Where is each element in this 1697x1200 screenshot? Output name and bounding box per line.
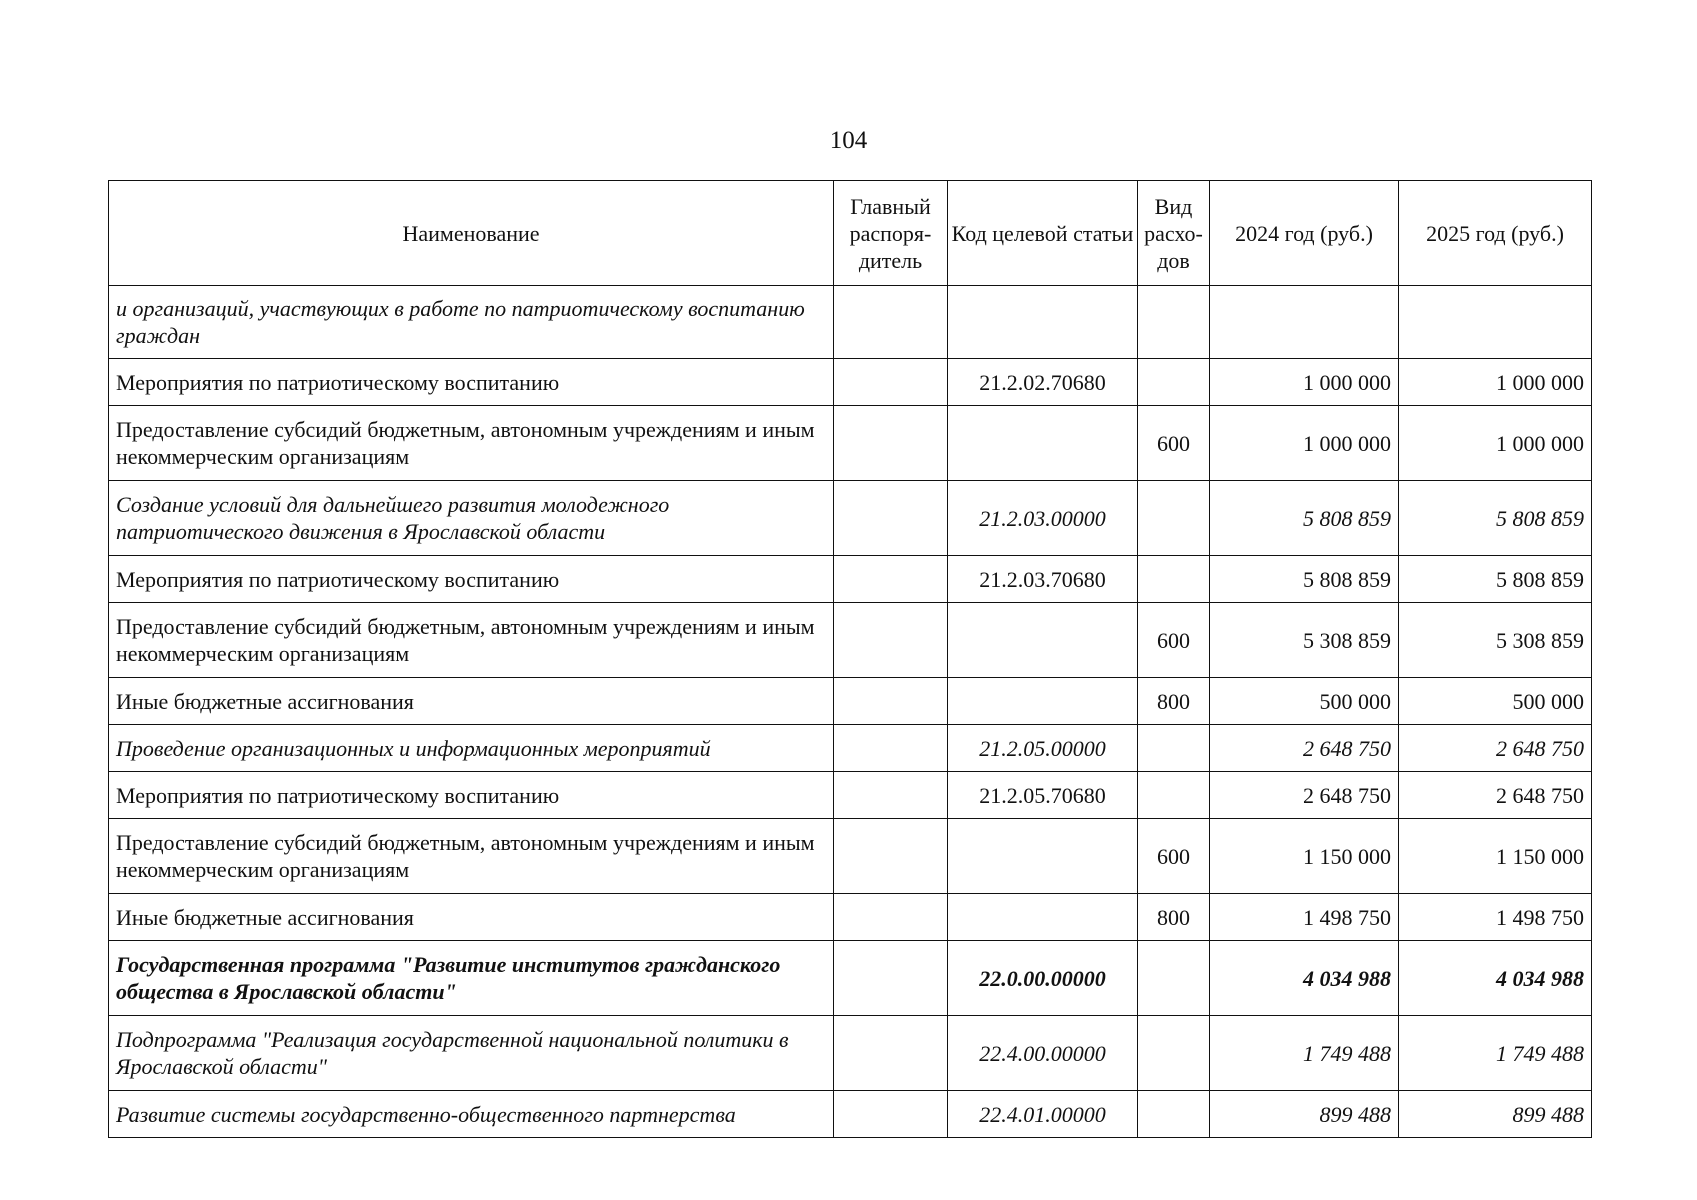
cell-chief xyxy=(834,359,948,406)
cell-2024: 2 648 750 xyxy=(1210,725,1399,772)
table-row xyxy=(109,819,1592,894)
cell-2024: 1 749 488 xyxy=(1210,1016,1399,1091)
cell-2025: 5 808 859 xyxy=(1399,556,1592,603)
cell-vid xyxy=(1138,1016,1210,1091)
header-year-2024: 2024 год (руб.) xyxy=(1210,181,1399,286)
cell-code xyxy=(948,678,1138,725)
cell-code xyxy=(948,286,1138,359)
cell-code xyxy=(948,894,1138,941)
table-row xyxy=(109,286,1592,359)
header-name: Наименование xyxy=(109,181,834,286)
cell-name: Мероприятия по патриотическому воспитанию xyxy=(109,359,834,406)
cell-2025: 1 150 000 xyxy=(1399,819,1592,894)
cell-name: Иные бюджетные ассигнования xyxy=(109,678,834,725)
cell-vid xyxy=(1138,941,1210,1016)
cell-name: Предоставление субсидий бюджетным, автономным учреждениям и иным некоммерческим организациям xyxy=(109,819,834,894)
cell-2025: 4 034 988 xyxy=(1399,941,1592,1016)
cell-2024: 1 000 000 xyxy=(1210,406,1399,481)
cell-code: 21.2.02.70680 xyxy=(948,359,1138,406)
cell-code: 21.2.03.00000 xyxy=(948,481,1138,556)
cell-2025: 899 488 xyxy=(1399,1091,1592,1138)
table-row xyxy=(109,1016,1592,1091)
table-row xyxy=(109,481,1592,556)
cell-2024: 899 488 xyxy=(1210,1091,1399,1138)
cell-vid xyxy=(1138,772,1210,819)
cell-2024: 1 150 000 xyxy=(1210,819,1399,894)
header-year-2025: 2025 год (руб.) xyxy=(1399,181,1592,286)
cell-vid xyxy=(1138,556,1210,603)
cell-2025: 1 498 750 xyxy=(1399,894,1592,941)
cell-name: Проведение организационных и информационных мероприятий xyxy=(109,725,834,772)
cell-2024: 5 808 859 xyxy=(1210,556,1399,603)
cell-chief xyxy=(834,894,948,941)
cell-code: 22.4.00.00000 xyxy=(948,1016,1138,1091)
cell-2024: 1 000 000 xyxy=(1210,359,1399,406)
cell-vid: 600 xyxy=(1138,819,1210,894)
cell-2024: 1 498 750 xyxy=(1210,894,1399,941)
cell-2025: 2 648 750 xyxy=(1399,772,1592,819)
table-header-row xyxy=(109,181,1592,286)
cell-name: Создание условий для дальнейшего развития молодежного патриотического движения в Ярославской области xyxy=(109,481,834,556)
cell-name: Иные бюджетные ассигнования xyxy=(109,894,834,941)
cell-2025: 1 000 000 xyxy=(1399,359,1592,406)
cell-code: 21.2.05.00000 xyxy=(948,725,1138,772)
cell-code xyxy=(948,406,1138,481)
cell-chief xyxy=(834,481,948,556)
cell-code: 21.2.05.70680 xyxy=(948,772,1138,819)
table-row xyxy=(109,406,1592,481)
cell-2024 xyxy=(1210,286,1399,359)
cell-name: Государственная программа "Развитие институтов гражданского общества в Ярославской области" xyxy=(109,941,834,1016)
header-expense-type: Вид расхо-дов xyxy=(1138,181,1210,286)
cell-2025: 5 808 859 xyxy=(1399,481,1592,556)
cell-chief xyxy=(834,941,948,1016)
cell-name: Мероприятия по патриотическому воспитанию xyxy=(109,556,834,603)
table-row xyxy=(109,359,1592,406)
table-row xyxy=(109,772,1592,819)
cell-name: Мероприятия по патриотическому воспитанию xyxy=(109,772,834,819)
cell-2024: 500 000 xyxy=(1210,678,1399,725)
cell-chief xyxy=(834,603,948,678)
cell-chief xyxy=(834,406,948,481)
cell-name: и организаций, участвующих в работе по патриотическому воспитанию граждан xyxy=(109,286,834,359)
cell-name: Предоставление субсидий бюджетным, автономным учреждениям и иным некоммерческим организациям xyxy=(109,603,834,678)
cell-vid: 600 xyxy=(1138,603,1210,678)
cell-code xyxy=(948,819,1138,894)
table-row xyxy=(109,941,1592,1016)
cell-chief xyxy=(834,286,948,359)
table-row xyxy=(109,894,1592,941)
cell-name: Развитие системы государственно-общественного партнерства xyxy=(109,1091,834,1138)
table-row xyxy=(109,603,1592,678)
header-chief-manager: Главный распоря-дитель xyxy=(834,181,948,286)
table-row xyxy=(109,678,1592,725)
cell-2025: 1 000 000 xyxy=(1399,406,1592,481)
cell-2025: 500 000 xyxy=(1399,678,1592,725)
cell-code xyxy=(948,603,1138,678)
cell-chief xyxy=(834,725,948,772)
cell-2024: 2 648 750 xyxy=(1210,772,1399,819)
header-target-code: Код целевой статьи xyxy=(948,181,1138,286)
cell-vid xyxy=(1138,359,1210,406)
cell-name: Подпрограмма "Реализация государственной национальной политики в Ярославской области" xyxy=(109,1016,834,1091)
cell-vid: 800 xyxy=(1138,894,1210,941)
cell-chief xyxy=(834,1016,948,1091)
cell-code: 21.2.03.70680 xyxy=(948,556,1138,603)
budget-table xyxy=(108,180,1592,1138)
cell-chief xyxy=(834,678,948,725)
cell-vid: 800 xyxy=(1138,678,1210,725)
cell-name: Предоставление субсидий бюджетным, автономным учреждениям и иным некоммерческим организациям xyxy=(109,406,834,481)
cell-2025: 5 308 859 xyxy=(1399,603,1592,678)
cell-2025 xyxy=(1399,286,1592,359)
table-row xyxy=(109,725,1592,772)
cell-chief xyxy=(834,556,948,603)
cell-2024: 4 034 988 xyxy=(1210,941,1399,1016)
cell-chief xyxy=(834,819,948,894)
cell-vid xyxy=(1138,1091,1210,1138)
cell-vid xyxy=(1138,286,1210,359)
table-row xyxy=(109,556,1592,603)
cell-code: 22.0.00.00000 xyxy=(948,941,1138,1016)
cell-2025: 2 648 750 xyxy=(1399,725,1592,772)
page-number: 104 xyxy=(829,127,868,154)
cell-vid xyxy=(1138,725,1210,772)
cell-2025: 1 749 488 xyxy=(1399,1016,1592,1091)
cell-chief xyxy=(834,1091,948,1138)
cell-2024: 5 308 859 xyxy=(1210,603,1399,678)
table-row xyxy=(109,1091,1592,1138)
cell-code: 22.4.01.00000 xyxy=(948,1091,1138,1138)
cell-vid: 600 xyxy=(1138,406,1210,481)
cell-2024: 5 808 859 xyxy=(1210,481,1399,556)
cell-vid xyxy=(1138,481,1210,556)
cell-chief xyxy=(834,772,948,819)
